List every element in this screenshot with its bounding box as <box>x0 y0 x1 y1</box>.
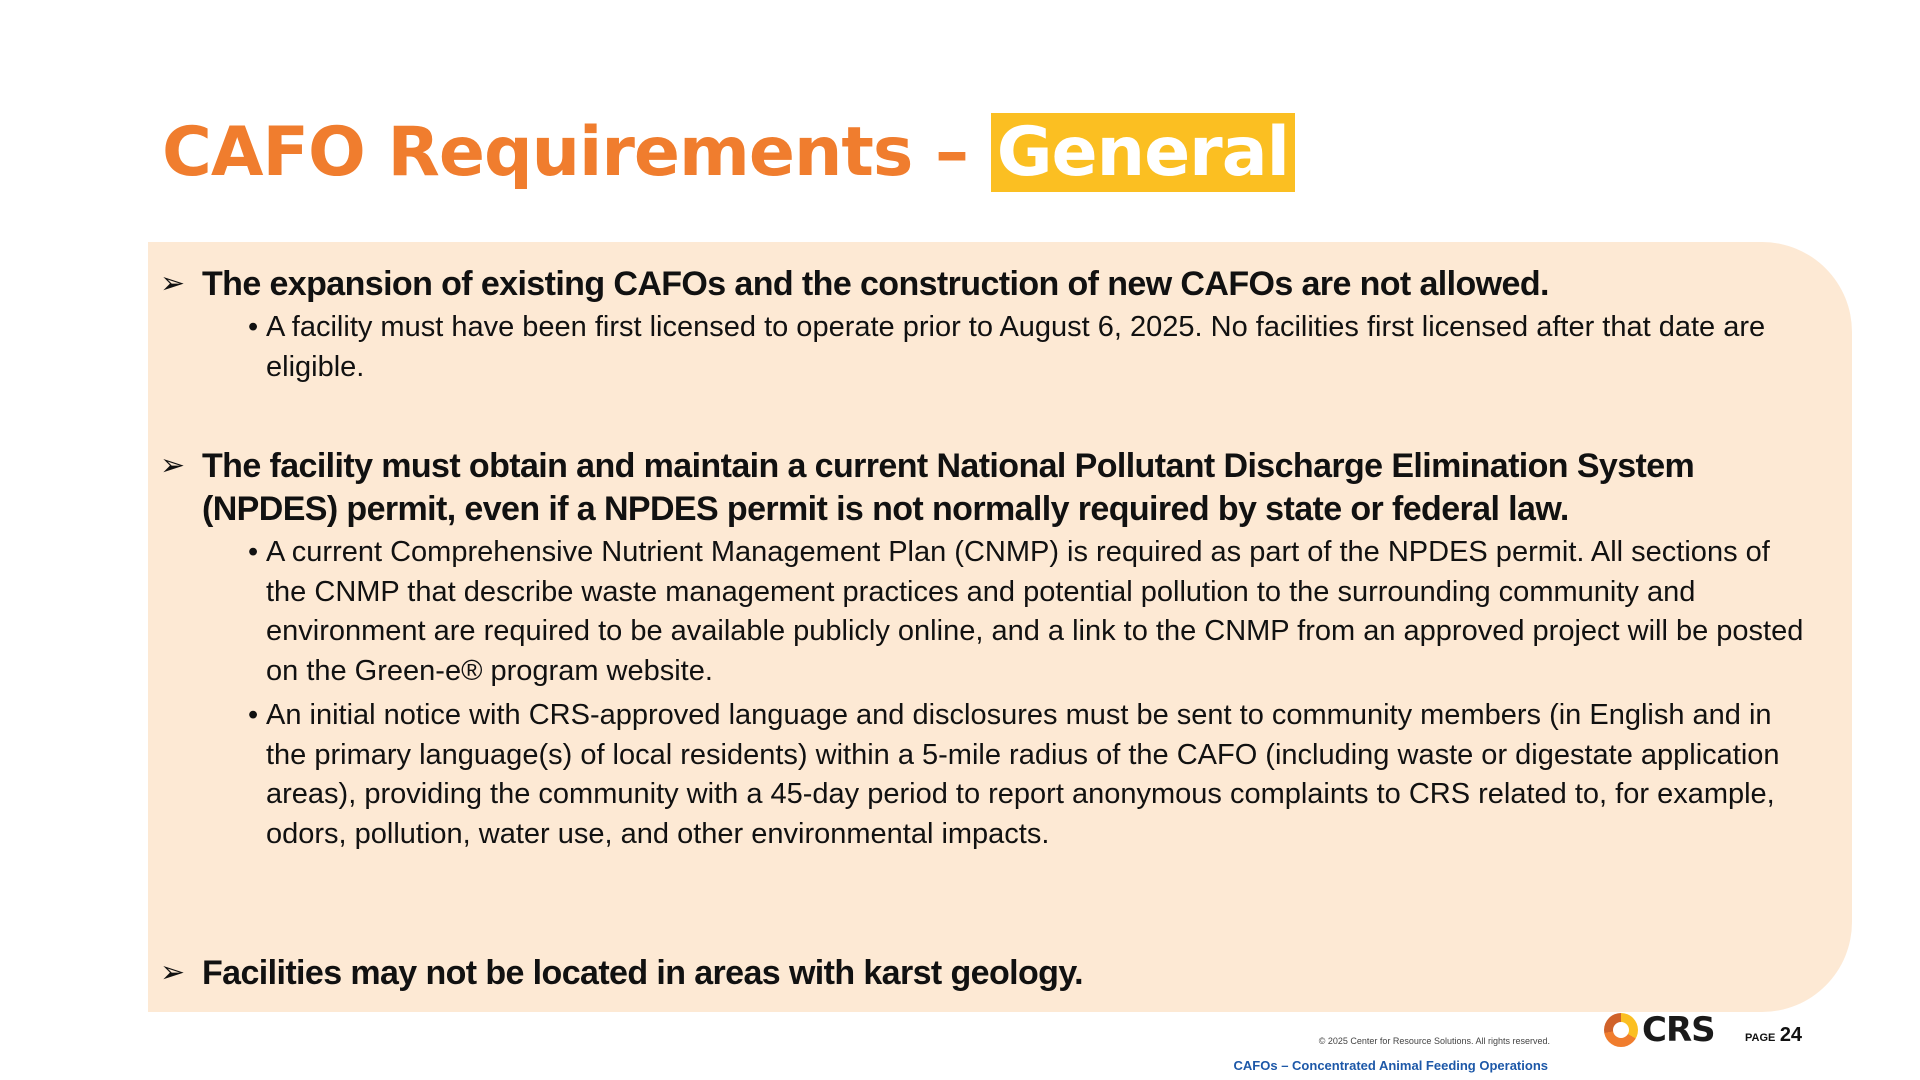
page-label: PAGE <box>1745 1032 1776 1044</box>
sub-text: A facility must have been first licensed to operate prior to August 6, 2025. No facilities first licensed after that date are eligible. <box>266 311 1766 383</box>
sub-text: A current Comprehensive Nutrient Management Plan (CNMP) is required as part of the NPDES permit. All sections of the CNMP that describe waste management practices and potential pollution to the surrounding community and environment are required to be available publicly online, and a link to the CNMP from an approved project will be posted on the Green-e® program website. <box>266 536 1804 687</box>
page-indicator <box>1745 1024 1802 1047</box>
abbreviation-note: CAFOs – Concentrated Animal Feeding Operations <box>1233 1058 1548 1073</box>
title-highlight: General <box>991 113 1295 192</box>
slide-title <box>162 108 1295 198</box>
title-main: CAFO Requirements – <box>162 113 991 192</box>
arrow-bullet-icon: ➢ <box>160 449 186 482</box>
bullet-2 <box>160 445 1810 859</box>
arrow-bullet-icon: ➢ <box>160 956 186 989</box>
bullet-3 <box>160 952 1810 995</box>
bullet-1-heading: The expansion of existing CAFOs and the construction of new CAFOs are not allowed. <box>202 265 1549 303</box>
bullet-1-sub-1: • A facility must have been first licensed to operate prior to August 6, 2025. No facilities first licensed after that date are eligible. <box>248 311 1766 383</box>
bullet-3-heading: Facilities may not be located in areas with karst geology. <box>202 954 1083 992</box>
logo-text: CRS <box>1642 1010 1715 1050</box>
arrow-bullet-icon: ➢ <box>160 267 186 300</box>
bullet-2-sub-2: • An initial notice with CRS-approved language and disclosures must be sent to community members (in English and in the primary language(s) of local residents) within a 5-mile radius of the CAFO (including waste or digestate application areas), providing the community with a 45-day period to report anonymous complaints to CRS related to, for example, odors, pollution, water use, and other environmental impacts. <box>248 699 1780 850</box>
crs-logo-icon <box>1604 1013 1638 1047</box>
bullet-2-heading: The facility must obtain and maintain a current National Pollutant Discharge Elimination System (NPDES) permit, even if a NPDES permit is not normally required by state or federal law. <box>202 447 1695 528</box>
page-number: 24 <box>1779 1024 1803 1046</box>
crs-logo <box>1604 1010 1715 1050</box>
bullet-1 <box>160 263 1810 392</box>
copyright-text: © 2025 Center for Resource Solutions. All rights reserved. <box>1318 1036 1550 1046</box>
sub-text: An initial notice with CRS-approved language and disclosures must be sent to community members (in English and in the primary language(s) of local residents) within a 5-mile radius of the CAFO (including waste or digestate application areas), providing the community with a 45-day period to report anonymous complaints to CRS related to, for example, odors, pollution, water use, and other environmental impacts. <box>266 699 1780 850</box>
bullet-2-sub-1: • A current Comprehensive Nutrient Management Plan (CNMP) is required as part of the NPDES permit. All sections of the CNMP that describe waste management practices and potential pollution to the surrounding community and environment are required to be available publicly online, and a link to the CNMP from an approved project will be posted on the Green-e® program website. <box>248 536 1804 687</box>
